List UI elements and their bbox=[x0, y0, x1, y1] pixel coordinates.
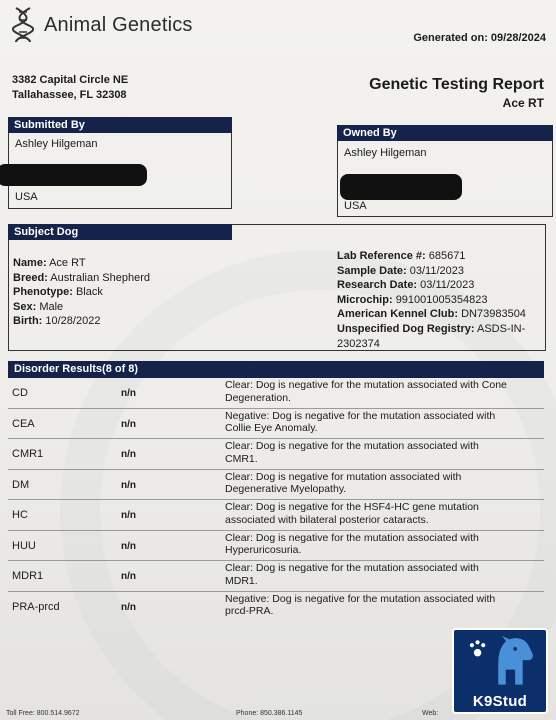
disorder-genotype: n/n bbox=[121, 540, 136, 552]
disorder-result: Clear: Dog is negative for the mutation associated with Hyperuricosuria. bbox=[225, 531, 479, 556]
subject-phenotype-row: Phenotype: Black bbox=[13, 286, 103, 299]
table-row bbox=[8, 439, 544, 470]
generated-date: Generated on: 09/28/2024 bbox=[413, 32, 546, 44]
subject-details-right bbox=[337, 249, 526, 351]
badge-text: K9Stud bbox=[472, 693, 528, 710]
owned-by-name: Ashley Hilgeman bbox=[344, 147, 427, 159]
disorder-result: Clear: Dog is negative for the mutation associated with Cone Degeneration. bbox=[225, 379, 507, 404]
disorder-genotype: n/n bbox=[121, 449, 136, 460]
table-row bbox=[8, 500, 544, 531]
disorder-genotype: n/n bbox=[121, 388, 136, 399]
disorder-result: Clear: Dog is negative for the mutation associated with MDR1. bbox=[225, 562, 479, 587]
research-date-row: Research Date: 03/11/2023 bbox=[337, 279, 475, 292]
disorder-genotype: n/n bbox=[121, 479, 136, 491]
company-logo bbox=[12, 6, 193, 44]
logo-text: Animal Genetics bbox=[44, 13, 193, 36]
address-line-1: 3382 Capital Circle NE bbox=[12, 74, 129, 86]
sample-date-row: Sample Date: 03/11/2023 bbox=[337, 264, 465, 277]
subject-dog-box bbox=[8, 224, 546, 351]
subject-name-row: Name: Ace RT bbox=[13, 257, 86, 269]
disorder-genotype: n/n bbox=[121, 510, 136, 521]
subject-birth-row: Birth: 10/28/2022 bbox=[13, 315, 101, 328]
table-row bbox=[8, 409, 544, 440]
redaction-bar bbox=[0, 164, 147, 186]
registry-row: Unspecified Dog Registry: ASDS-IN- bbox=[337, 322, 526, 335]
address-line-2: Tallahassee, FL 32308 bbox=[12, 89, 127, 101]
k9stud-badge bbox=[452, 628, 548, 714]
footer-toll-free: Toll Free: 800.514.9672 bbox=[6, 710, 80, 717]
footer-web: Web: bbox=[422, 710, 439, 717]
table-row bbox=[8, 561, 544, 592]
subject-sex-row: Sex: Male bbox=[13, 300, 64, 313]
submitted-by-name: Ashley Hilgeman bbox=[15, 138, 98, 150]
subject-dog-title: Subject Dog bbox=[8, 224, 232, 240]
report-title: Genetic Testing Report bbox=[369, 76, 544, 93]
submitted-by-box bbox=[8, 117, 232, 209]
registry-row-continued: 2302374 bbox=[337, 337, 380, 350]
disorder-genotype: n/n bbox=[121, 571, 136, 582]
disorder-name: CEA bbox=[12, 417, 35, 430]
submitted-by-country: USA bbox=[15, 191, 38, 203]
disorder-name: HC bbox=[12, 509, 28, 521]
table-row bbox=[8, 378, 544, 409]
owned-by-title: Owned By bbox=[337, 125, 553, 141]
disorder-name: HUU bbox=[12, 539, 36, 552]
disorder-name: CMR1 bbox=[12, 448, 44, 460]
disorder-result: Clear: Dog is negative for the mutation associated with CMR1. bbox=[225, 440, 479, 465]
owned-by-box bbox=[337, 125, 553, 217]
subject-breed-row: Breed: Australian Shepherd bbox=[13, 271, 150, 284]
disorder-name: PRA-prcd bbox=[12, 600, 60, 613]
dog-icon bbox=[456, 632, 548, 694]
disorder-results-title: Disorder Results(8 of 8) bbox=[8, 361, 544, 378]
disorder-result: Clear: Dog is negative for mutation associated with Degenerative Myelopathy. bbox=[225, 470, 462, 495]
report-subject: Ace RT bbox=[502, 96, 544, 110]
submitted-by-title: Submitted By bbox=[8, 117, 232, 133]
disorder-genotype: n/n bbox=[121, 418, 136, 430]
redaction-bar bbox=[340, 174, 462, 200]
disorder-name: CD bbox=[12, 387, 28, 399]
akc-row: American Kennel Club: DN73983504 bbox=[337, 308, 526, 321]
disorder-name: DM bbox=[12, 478, 30, 491]
lab-address bbox=[12, 73, 128, 103]
subject-details-left bbox=[13, 256, 150, 329]
table-row bbox=[8, 470, 544, 501]
microchip-row: Microchip: 991001005354823 bbox=[337, 293, 488, 306]
disorder-genotype: n/n bbox=[121, 601, 136, 613]
owned-by-country: USA bbox=[344, 200, 367, 212]
disorder-result: Negative: Dog is negative for the mutation associated with Collie Eye Anomaly. bbox=[225, 409, 496, 434]
footer-phone: Phone: 850.386.1145 bbox=[236, 710, 303, 717]
disorder-result: Clear: Dog is negative for the HSF4-HC gene mutation associated with bilateral posterior cataracts. bbox=[225, 501, 479, 526]
disorder-result: Negative: Dog is negative for the mutation associated with prcd-PRA. bbox=[225, 592, 496, 617]
dna-helix-icon bbox=[12, 6, 34, 44]
table-row bbox=[8, 592, 544, 623]
disorder-results-table bbox=[8, 378, 544, 622]
table-row bbox=[8, 531, 544, 562]
disorder-name: MDR1 bbox=[12, 570, 44, 582]
lab-reference-row: Lab Reference #: 685671 bbox=[337, 250, 466, 262]
